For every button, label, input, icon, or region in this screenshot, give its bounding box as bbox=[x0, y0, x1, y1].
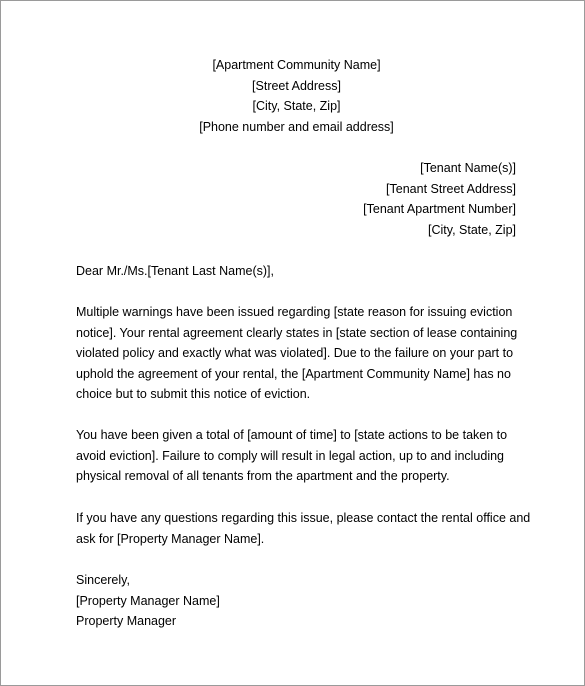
paragraph-line: avoid eviction]. Failure to comply will result in legal action, up to and including bbox=[76, 448, 505, 463]
paragraph-line: uphold the agreement of your rental, the [Apartment Community Name] has no bbox=[76, 366, 511, 381]
closing-valediction: Sincerely, bbox=[76, 573, 130, 587]
sender-contact-info: [Phone number and email address] bbox=[199, 119, 394, 134]
sender-street-address: [Street Address] bbox=[252, 78, 341, 93]
recipient-address-block bbox=[363, 158, 516, 240]
paragraph-line: physical removal of all tenants from the apartment and the property. bbox=[76, 469, 450, 484]
body-paragraph-contact bbox=[76, 508, 531, 549]
recipient-tenant-names: [Tenant Name(s)] bbox=[420, 161, 516, 175]
paragraph-line: notice]. Your rental agreement clearly states in [state section of lease containing bbox=[76, 325, 518, 340]
paragraph-line: choice but to submit this notice of eviction. bbox=[76, 387, 311, 402]
paragraph-line: violated policy and exactly what was violated]. Due to the failure on your part to bbox=[76, 346, 514, 361]
recipient-street-address: [Tenant Street Address] bbox=[386, 181, 516, 196]
paragraph-line: ask for [Property Manager Name]. bbox=[76, 531, 265, 546]
body-paragraph-deadline bbox=[76, 425, 521, 487]
paragraph-line: You have been given a total of [amount of time] to [state actions to be taken to bbox=[76, 428, 508, 442]
recipient-apartment-number: [Tenant Apartment Number] bbox=[363, 202, 516, 217]
sender-address-block bbox=[1, 55, 585, 137]
sender-community-name: [Apartment Community Name] bbox=[212, 58, 381, 72]
closing-signature-block bbox=[76, 570, 220, 632]
recipient-city-state-zip: [City, State, Zip] bbox=[428, 222, 516, 237]
sender-city-state-zip: [City, State, Zip] bbox=[252, 99, 341, 114]
paragraph-line: Multiple warnings have been issued regarding [state reason for issuing eviction bbox=[76, 305, 513, 319]
paragraph-line: If you have any questions regarding this issue, please contact the rental office and bbox=[76, 511, 531, 525]
body-paragraph-warnings bbox=[76, 302, 521, 405]
salutation: Dear Mr./Ms.[Tenant Last Name(s)], bbox=[76, 264, 274, 278]
closing-signer-title: Property Manager bbox=[76, 614, 177, 629]
closing-signer-name: [Property Manager Name] bbox=[76, 593, 220, 608]
